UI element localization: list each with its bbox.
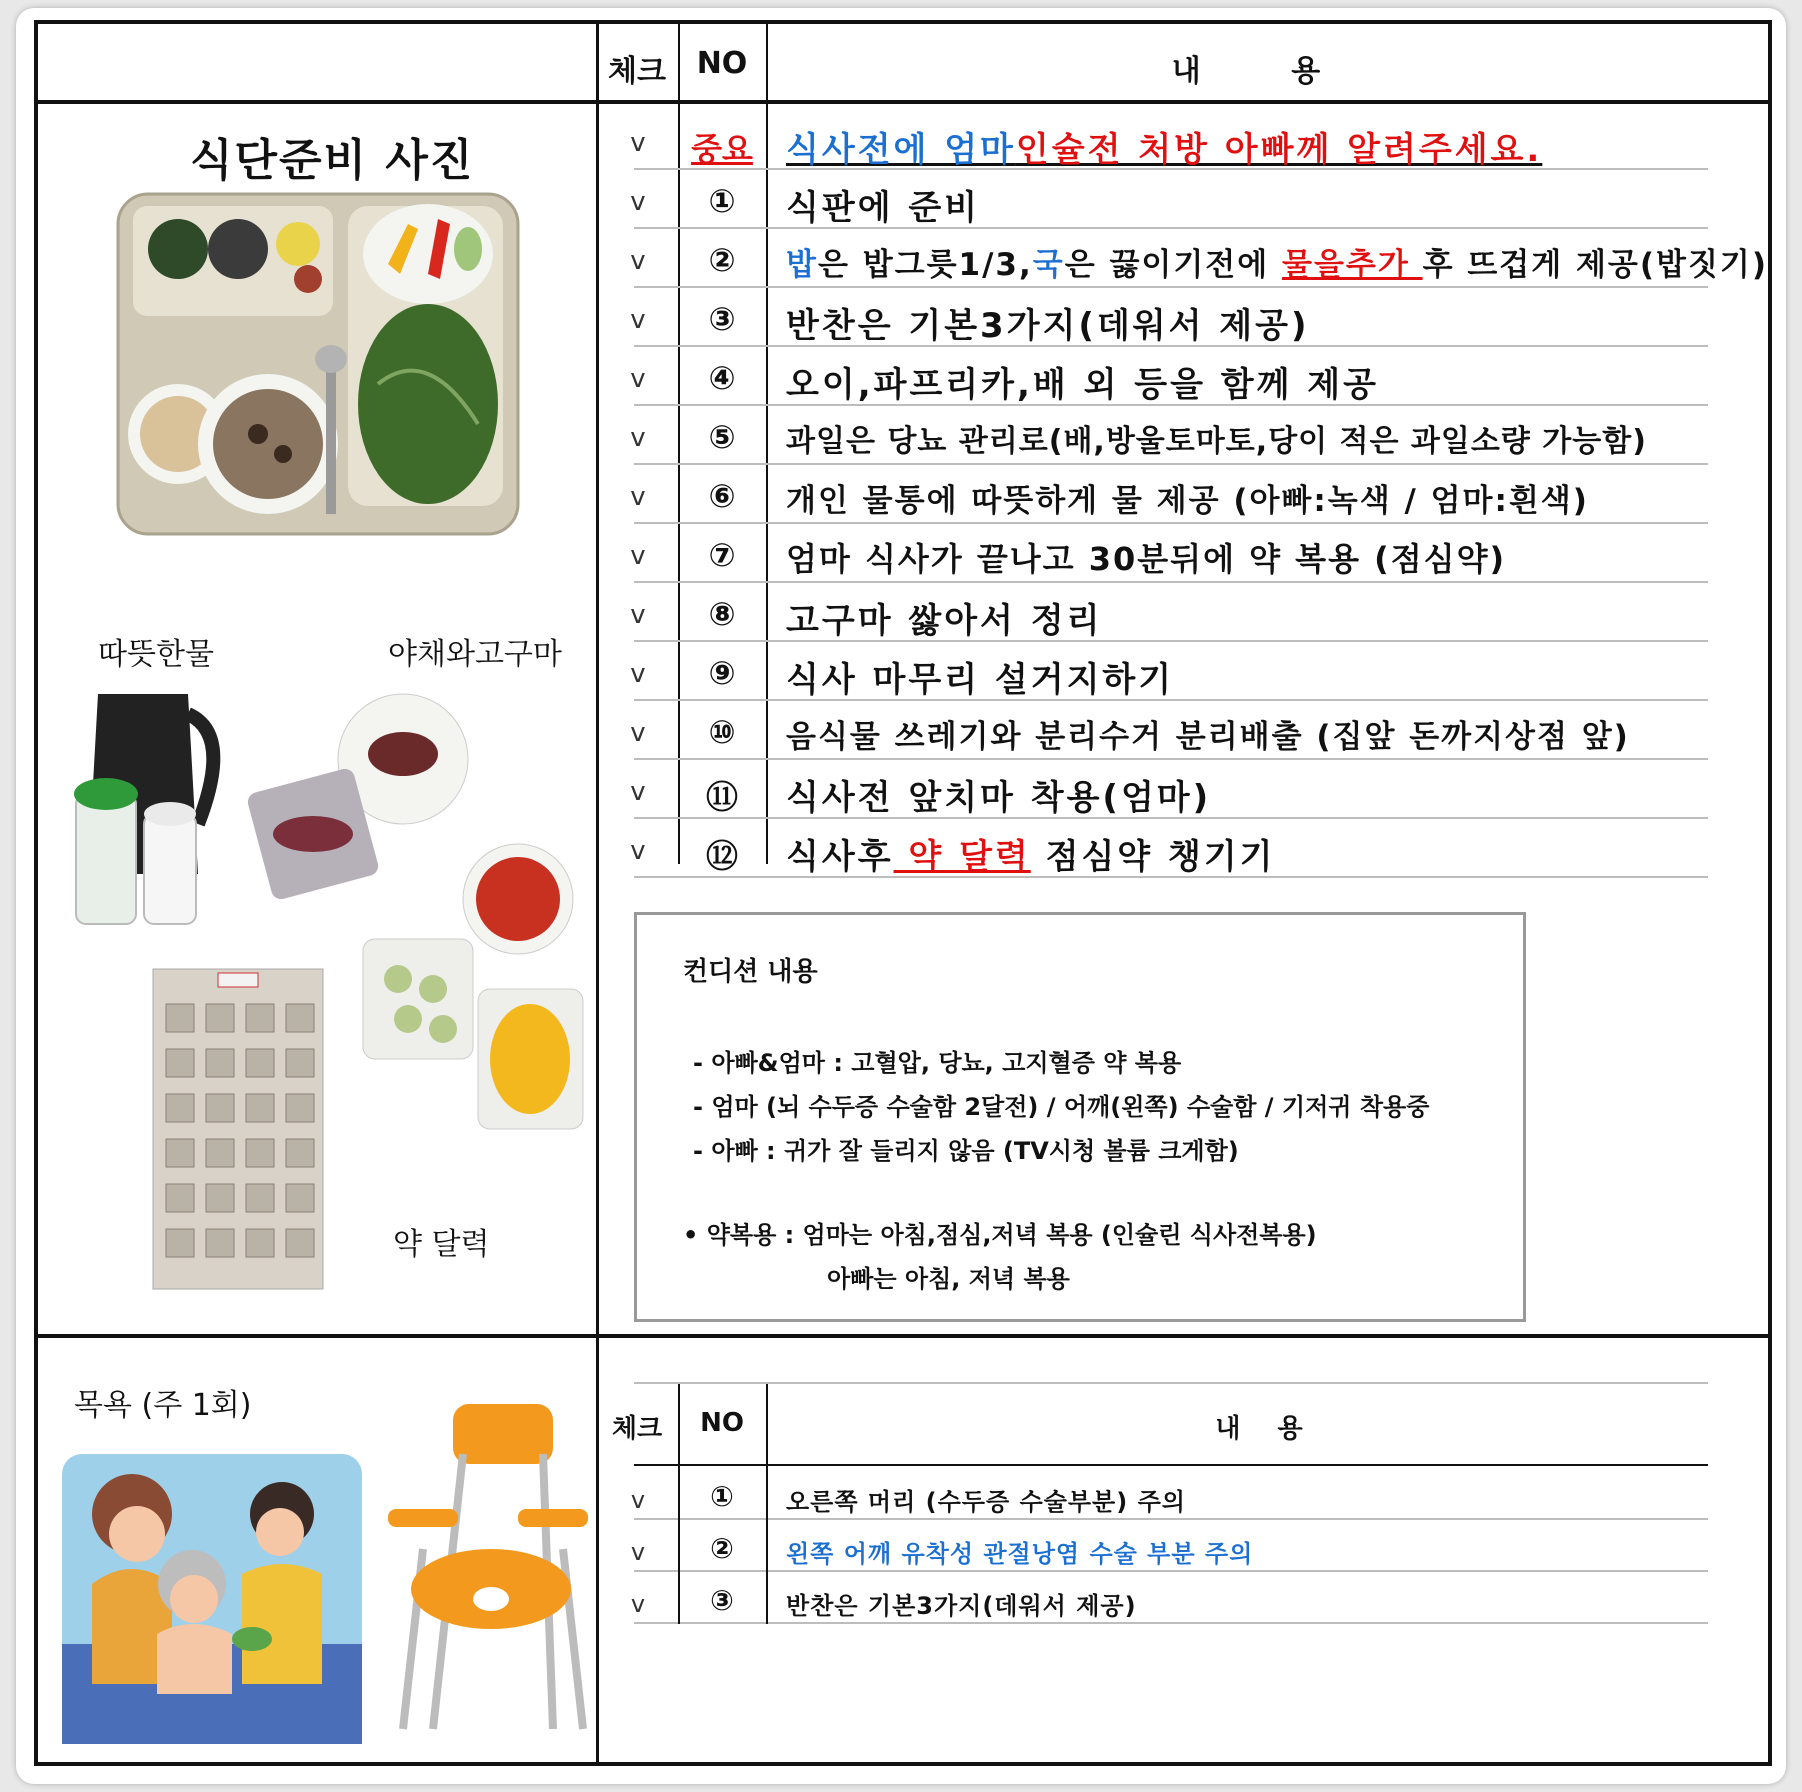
header-content: 내 용 — [1171, 54, 1361, 89]
row-separator — [634, 286, 1708, 288]
meal-prep-title: 식단준비 사진 — [190, 135, 475, 186]
condition-box — [634, 912, 1526, 1322]
row-text: 식사전 앞치마 착용(엄마) — [786, 778, 1212, 818]
row-text-red: 인슐전 처방 아빠께 알려주세요. — [1015, 130, 1543, 170]
bath-row-text: 왼쪽 어깨 유착성 관절낭염 수술 부분 주의 — [786, 1540, 1254, 1568]
condition-line: - 엄마 (뇌 수두증 수술함 2달전) / 어깨(왼쪽) 수술함 / 기저귀 착용중 — [693, 1093, 1430, 1121]
bath-row-no: ③ — [710, 1584, 734, 1617]
row-check[interactable]: v — [630, 777, 646, 807]
row-no: ⑥ — [708, 477, 736, 515]
row-separator — [634, 522, 1708, 524]
row-text-part: 식사후 — [786, 837, 894, 877]
section-divider-line — [38, 1334, 1768, 1338]
header-check: 체크 — [608, 54, 666, 89]
row-check[interactable]: v — [630, 423, 646, 453]
bath-label: 목욕 (주 1회) — [74, 1388, 252, 1423]
row-text-blue: 식사전에 엄마 — [786, 130, 1016, 170]
row-no: ⑦ — [708, 536, 736, 574]
row-text-red: 약 달력 — [893, 837, 1031, 877]
warm-water-label: 따뜻한물 — [98, 637, 214, 672]
condition-line: - 아빠&엄마 : 고혈압, 당뇨, 고지혈증 약 복용 — [693, 1049, 1182, 1077]
bath-header-no: NO — [700, 1408, 744, 1438]
row-separator — [634, 1570, 1708, 1572]
row-no: ④ — [708, 359, 736, 397]
bath-header-content: 내 용 — [1215, 1414, 1317, 1444]
no-column-line — [766, 24, 768, 864]
row-text: 식사 마무리 설거지하기 — [786, 660, 1175, 700]
condition-line: • 약복용 : 엄마는 아침,점심,저녁 복용 (인슐린 식사전복용) — [683, 1221, 1317, 1249]
row-check[interactable]: v — [630, 836, 646, 866]
row-text — [786, 829, 1276, 878]
row-no: ② — [708, 241, 736, 279]
row-no: ⑨ — [708, 654, 736, 692]
row-separator — [634, 1382, 1708, 1384]
row-separator — [634, 1518, 1708, 1520]
row-check[interactable]: v — [630, 659, 646, 689]
row-text: 오이,파프리카,배 외 등을 함께 제공 — [786, 365, 1379, 405]
row-no: ⑩ — [708, 713, 736, 751]
bath-row-no: ① — [710, 1480, 734, 1513]
meal-tray-photo — [108, 184, 528, 554]
row-check[interactable]: v — [630, 187, 646, 217]
row-text — [786, 239, 1768, 284]
bath-row-check[interactable]: v — [630, 1486, 646, 1514]
row-text-part: 은 밥그릇1/3, — [817, 247, 1033, 283]
veg-sweetpotato-label: 야채와고구마 — [388, 637, 562, 672]
row-separator — [634, 463, 1708, 465]
row-no: ⑤ — [708, 418, 736, 456]
row-text: 음식물 쓰레기와 분리수거 분리배출 (집앞 돈까지상점 앞) — [786, 719, 1630, 755]
row-separator — [634, 758, 1708, 760]
care-checklist-sheet — [34, 20, 1772, 1766]
row-check[interactable]: v — [630, 541, 646, 571]
header-bottom-line — [38, 100, 1768, 104]
row-text-red: 물을추가 — [1282, 247, 1423, 283]
row-text-part: 후 뜨겁게 제공(밥짓기) — [1422, 247, 1769, 283]
row-no: ⑧ — [708, 595, 736, 633]
row-check[interactable]: v — [630, 246, 646, 276]
shower-chair-photo — [383, 1399, 593, 1744]
row-no: ⑪ — [705, 778, 738, 816]
row-no: 중요 — [691, 130, 753, 168]
condition-title: 컨디션 내용 — [683, 957, 818, 987]
row-text-part: 은 끓이기전에 — [1064, 247, 1282, 283]
row-check[interactable]: v — [630, 364, 646, 394]
row-separator — [634, 1622, 1708, 1624]
condition-line: 아빠는 아침, 저녁 복용 — [827, 1265, 1070, 1293]
row-text: 식판에 준비 — [786, 188, 981, 228]
row-text-blue: 국 — [1032, 247, 1065, 283]
pill-calendar-label: 약 달력 — [393, 1227, 490, 1262]
row-no: ⑫ — [705, 837, 738, 875]
row-text-part: 점심약 챙기기 — [1030, 837, 1276, 877]
bath-illustration — [62, 1454, 362, 1744]
bath-header-check: 체크 — [611, 1414, 663, 1444]
row-check[interactable]: v — [630, 600, 646, 630]
header-no: NO — [696, 46, 748, 81]
bath-row-text: 반찬은 기본3가지(데워서 제공) — [786, 1592, 1137, 1620]
bath-row-no: ② — [710, 1532, 734, 1565]
condition-line: - 아빠 : 귀가 잘 들리지 않음 (TV시청 볼륨 크게함) — [693, 1137, 1239, 1165]
row-no: ① — [708, 182, 736, 220]
row-text: 반찬은 기본3가지(데워서 제공) — [786, 306, 1310, 346]
row-check[interactable]: v — [630, 305, 646, 335]
row-text — [786, 122, 1542, 171]
bath-header-line — [634, 1464, 1708, 1466]
row-check[interactable]: v — [630, 718, 646, 748]
row-no: ③ — [708, 300, 736, 338]
bath-row-text: 오른쪽 머리 (수두증 수술부분) 주의 — [786, 1488, 1186, 1516]
row-check[interactable]: v — [630, 482, 646, 512]
row-text: 엄마 식사가 끝나고 30분뒤에 약 복용 (점심약) — [786, 540, 1507, 578]
row-text: 과일은 당뇨 관리로(배,방울토마토,당이 적은 과일소량 가능함) — [786, 424, 1647, 459]
kettle-photo — [58, 674, 248, 934]
pill-calendar-photo — [148, 959, 328, 1299]
row-text: 개인 물통에 따뜻하게 물 제공 (아빠:녹색 / 엄마:흰색) — [786, 483, 1589, 519]
row-check[interactable]: v — [630, 128, 646, 158]
bath-row-check[interactable]: v — [630, 1590, 646, 1618]
row-separator — [634, 581, 1708, 583]
row-text: 고구마 쌇아서 정리 — [786, 601, 1103, 641]
vegetable-bowls-photo — [358, 839, 588, 1139]
row-text-blue: 밥 — [786, 247, 818, 283]
bath-row-check[interactable]: v — [630, 1538, 646, 1566]
